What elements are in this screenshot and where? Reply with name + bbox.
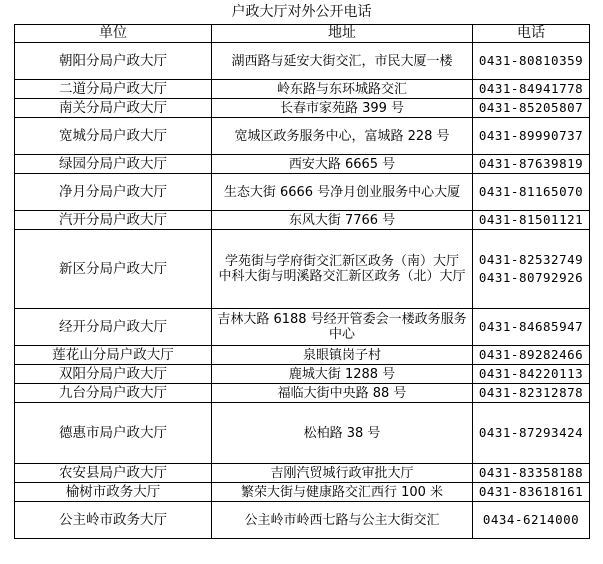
address-cell: 宽城区政务服务中心，富城路 228 号 — [212, 118, 473, 155]
phone-cell: 0431-84220113 — [473, 365, 590, 384]
phone-cell: 0431-84685947 — [473, 309, 590, 346]
phone-cell: 0431-81501121 — [473, 211, 590, 230]
unit-cell: 农安县局户政大厅 — [15, 464, 212, 483]
phone-cell: 0431-87639819 — [473, 155, 590, 174]
address-cell: 东风大街 7766 号 — [212, 211, 473, 230]
header-phone: 电话 — [473, 25, 590, 43]
address-cell: 泉眼镇岗子村 — [212, 346, 473, 365]
header-address: 地址 — [212, 25, 473, 43]
address-cell: 吉刚汽贸城行政审批大厅 — [212, 464, 473, 483]
address-line: 中科大街与明溪路交汇新区政务（北）大厅 — [218, 269, 466, 284]
unit-cell: 南关分局户政大厅 — [15, 99, 212, 118]
phone-cell: 0431-83618161 — [473, 483, 590, 502]
address-cell: 福临大街中央路 88 号 — [212, 384, 473, 403]
unit-cell: 绿园分局户政大厅 — [15, 155, 212, 174]
table-row — [15, 174, 590, 211]
address-cell: 松柏路 38 号 — [212, 403, 473, 464]
table-row — [15, 384, 590, 403]
document-title: 户政大厅对外公开电话 — [231, 4, 372, 20]
address-cell — [212, 230, 473, 309]
address-cell: 鹿城大街 1288 号 — [212, 365, 473, 384]
unit-cell: 汽开分局户政大厅 — [15, 211, 212, 230]
address-cell: 生态大街 6666 号净月创业服务中心大厦 — [212, 174, 473, 211]
address-cell: 西安大路 6665 号 — [212, 155, 473, 174]
table-row — [15, 43, 590, 80]
table-row — [15, 365, 590, 384]
phone-cell: 0431-89990737 — [473, 118, 590, 155]
phone-table — [14, 24, 590, 539]
unit-cell: 榆树市政务大厅 — [15, 483, 212, 502]
phone-cell — [473, 230, 590, 309]
table-row — [15, 309, 590, 346]
table-row — [15, 211, 590, 230]
phone-cell: 0431-81165070 — [473, 174, 590, 211]
table-row — [15, 464, 590, 483]
unit-cell: 公主岭市政务大厅 — [15, 502, 212, 539]
phone-cell: 0431-80810359 — [473, 43, 590, 80]
unit-cell: 二道分局户政大厅 — [15, 80, 212, 99]
phone-cell: 0431-87293424 — [473, 403, 590, 464]
address-cell: 长春市家苑路 399 号 — [212, 99, 473, 118]
table-row — [15, 403, 590, 464]
header-unit: 单位 — [15, 25, 212, 43]
table-row — [15, 346, 590, 365]
address-cell: 吉林大路 6188 号经开管委会一楼政务服务中心 — [212, 309, 473, 346]
table-row — [15, 80, 590, 99]
table-row — [15, 118, 590, 155]
address-cell: 繁荣大街与健康路交汇西行 100 米 — [212, 483, 473, 502]
address-cell: 岭东路与东环城路交汇 — [212, 80, 473, 99]
unit-cell: 德惠市局户政大厅 — [15, 403, 212, 464]
table-row — [15, 230, 590, 309]
phone-cell: 0431-83358188 — [473, 464, 590, 483]
unit-cell: 经开分局户政大厅 — [15, 309, 212, 346]
unit-cell: 宽城分局户政大厅 — [15, 118, 212, 155]
address-cell: 湖西路与延安大街交汇，市民大厦一楼 — [212, 43, 473, 80]
unit-cell: 九台分局户政大厅 — [15, 384, 212, 403]
table-row — [15, 155, 590, 174]
address-cell: 公主岭市岭西七路与公主大街交汇 — [212, 502, 473, 539]
phone-cell: 0431-82312878 — [473, 384, 590, 403]
phone-cell: 0434-6214000 — [473, 502, 590, 539]
phone-cell: 0431-84941778 — [473, 80, 590, 99]
table-row — [15, 99, 590, 118]
table-row — [15, 483, 590, 502]
unit-cell: 新区分局户政大厅 — [15, 230, 212, 309]
unit-cell: 双阳分局户政大厅 — [15, 365, 212, 384]
phone-cell: 0431-89282466 — [473, 346, 590, 365]
unit-cell: 朝阳分局户政大厅 — [15, 43, 212, 80]
address-line: 学苑街与学府街交汇新区政务（南）大厅 — [224, 254, 459, 269]
phone-cell: 0431-85205807 — [473, 99, 590, 118]
unit-cell: 净月分局户政大厅 — [15, 174, 212, 211]
phone-line: 0431-80792926 — [478, 270, 584, 285]
table-row — [15, 502, 590, 539]
header-row — [15, 25, 590, 43]
phone-line: 0431-82532749 — [478, 252, 584, 267]
unit-cell: 莲花山分局户政大厅 — [15, 346, 212, 365]
